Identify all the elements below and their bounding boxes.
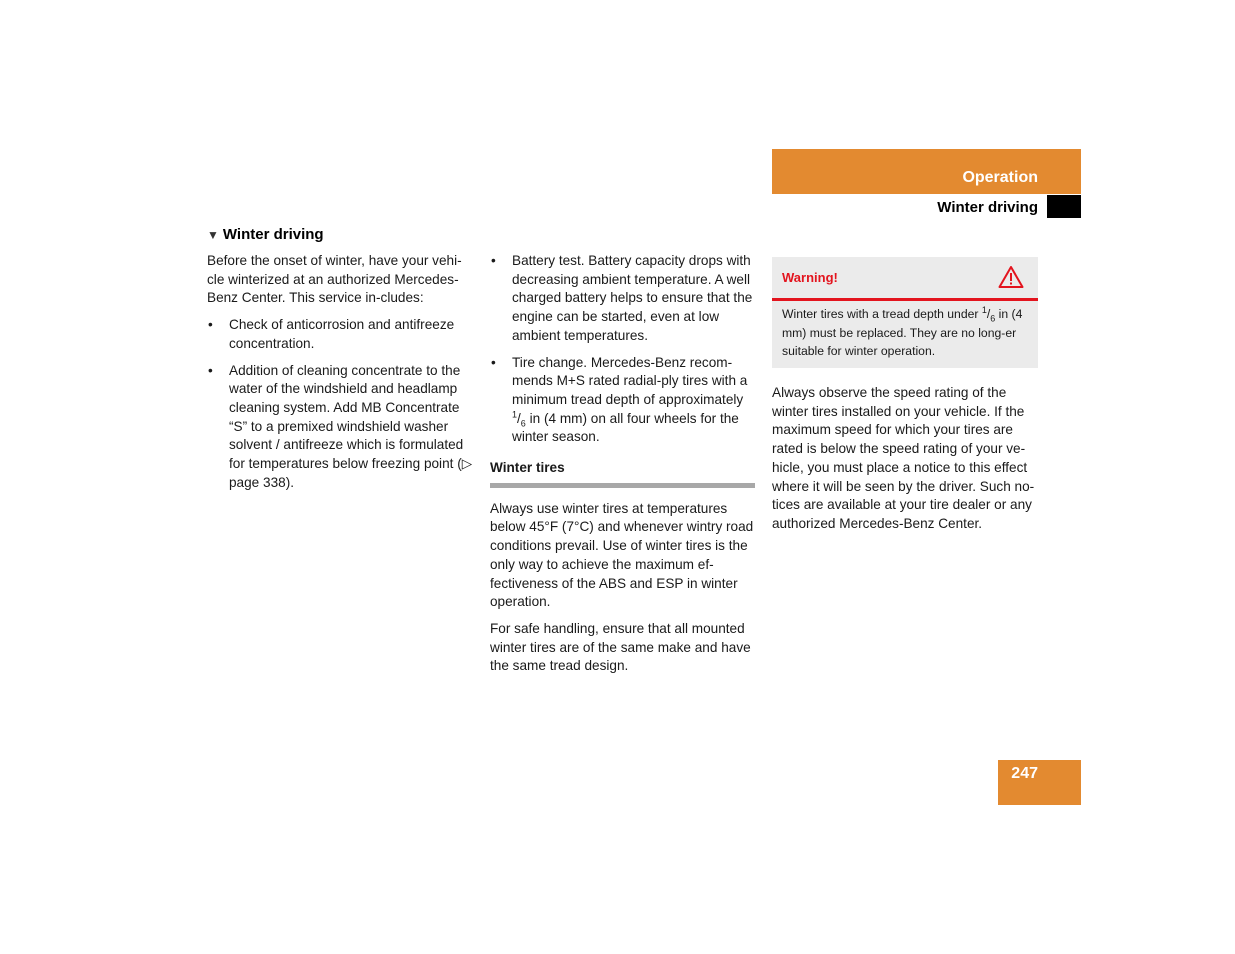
list-item [490, 252, 755, 346]
list-item-text: Tire change. Mercedes-Benz recom-mends M+S rated radial-ply tires with a minimum tread depth of approximately [512, 354, 748, 407]
chapter-banner [772, 149, 1081, 194]
speed-rating-paragraph: Always observe the speed rating of the winter tires installed on your vehicle. If the maximum speed for which your tires are rated is below the speed rating of your ve-hicle, you must place a notice to this effect where it will be seen by the driver. Such no-tices are available at your tire dealer or any authorized Mercedes-Benz Center. [772, 385, 1035, 531]
list-item [207, 362, 475, 493]
page-number-box [998, 760, 1081, 805]
list-item-text-end: in (4 mm) on all four wheels for the winter season. [512, 410, 739, 445]
list-item-text: Addition of cleaning concentrate to the water of the windshield and headlamp cleaning system. Add MB Concentrate “S” to a premixed windshield washer solvent / antifreeze which is formulated for temperatures below freezing point (▷ page 338). [229, 362, 473, 490]
list-item-text: Check of anticorrosion and antifreeze concentration. [229, 317, 455, 351]
handling-paragraph: For safe handling, ensure that all mounted winter tires are of the same make and have the same tread design. [490, 620, 751, 674]
triangle-down-icon: ▼ [207, 228, 219, 242]
warning-text-start: Winter tires with a tread depth under [782, 307, 979, 321]
warning-text-end: in (4 mm) must be replaced. They are no long-er suitable for winter operation. [782, 307, 1023, 358]
section-title: Winter driving [937, 199, 1038, 216]
main-heading-text: Winter driving [222, 226, 324, 243]
fraction-denominator: 6 [520, 418, 526, 429]
warning-title: Warning! [782, 270, 838, 285]
list-item-text: Battery test. Battery capacity drops with decreasing ambient temperature. A well charged battery helps to ensure that the engine can be started, even at low ambient temperatures. [512, 253, 753, 343]
section-tab-marker [1047, 195, 1081, 218]
column-3 [772, 384, 1038, 542]
warning-triangle-icon [998, 265, 1024, 289]
warning-box [772, 257, 1038, 368]
winter-tires-paragraph: Always use winter tires at temperatures below 45°F (7°C) and whenever wintry road conditions prevail. Use of winter tires is the only way to achieve the maximum ef-fectiveness of the ABS and ESP in winter operation. [490, 500, 754, 610]
warning-text: Winter tires with a tread depth under $^1/_6$ in (4 mm) must be replaced. They are no long-er suitable for winter operation. [782, 304, 1023, 358]
fraction-numerator: 1 [512, 409, 518, 420]
main-heading [207, 226, 324, 243]
page-number: 247 [1011, 765, 1038, 782]
service-list [207, 316, 475, 492]
winter-tires-subheading: Winter tires [490, 459, 755, 488]
column-1 [207, 252, 475, 500]
bullet-icon: • [208, 317, 213, 333]
fraction-denominator: 6 [990, 313, 996, 324]
warning-header [772, 257, 1038, 301]
fraction-numerator: 1 [981, 304, 987, 315]
bullet-icon: • [208, 362, 213, 378]
intro-paragraph: Before the onset of winter, have your vehi-cle winterized at an authorized Mercedes-Benz Center. This service in-cludes: [207, 253, 462, 306]
list-item [207, 316, 475, 353]
bullet-icon: • [491, 354, 496, 370]
column-2 [490, 252, 755, 684]
list-item: • Tire change. Mercedes-Benz recom-mends M+S rated radial-ply tires with a minimum tread depth of approximately $^1/_6$ in (4 mm) on all four wheels for the winter season. [491, 354, 748, 445]
bullet-icon: • [491, 253, 496, 268]
chapter-title: Operation [962, 169, 1038, 186]
service-list-continued [490, 252, 755, 447]
